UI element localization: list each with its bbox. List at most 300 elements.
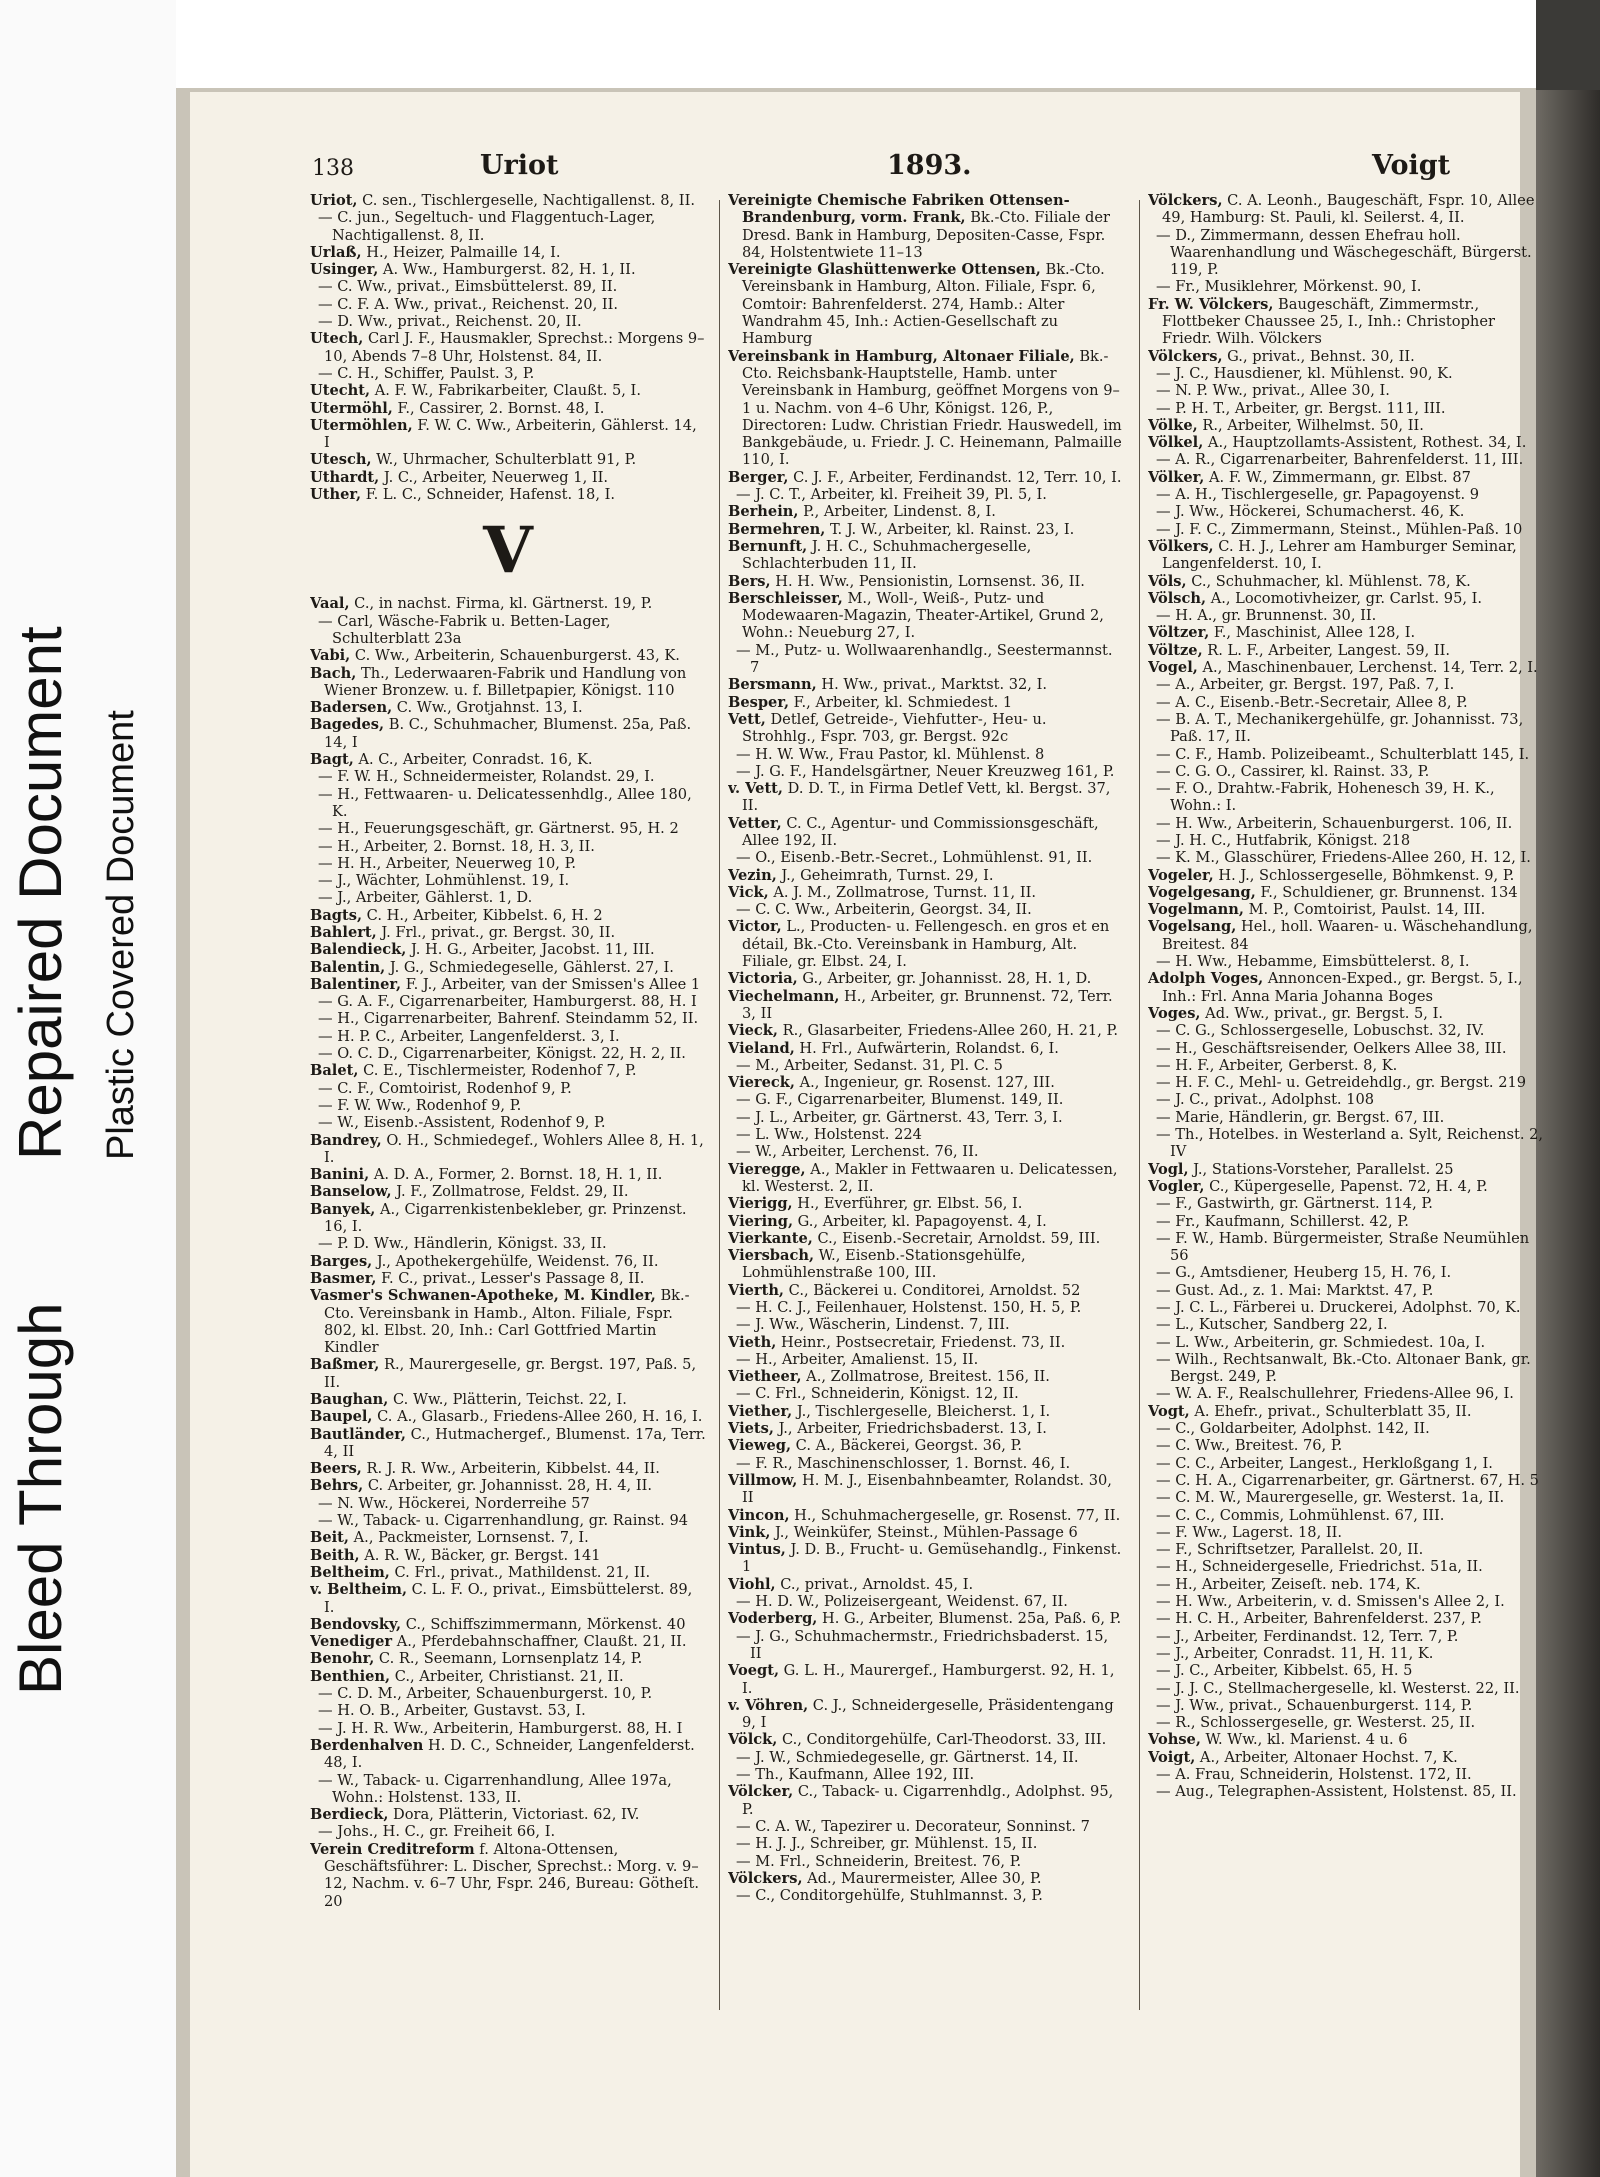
entry-details: H. Ww., privat., Marktst. 32, I. xyxy=(816,676,1047,694)
entry-details: — N. P. Ww., privat., Allee 30, I. xyxy=(1156,382,1390,400)
entry-details: G., privat., Behnst. 30, II. xyxy=(1222,347,1415,365)
directory-entry xyxy=(728,1195,1124,1212)
entry-details: — F. W. H., Schneidermeister, Rolandst. 29, I. xyxy=(318,768,655,786)
directory-entry xyxy=(728,1403,1124,1420)
directory-entry xyxy=(310,907,706,924)
entry-name: Vohse, xyxy=(1148,1731,1201,1749)
directory-entry xyxy=(310,469,706,486)
directory-entry xyxy=(1148,1576,1544,1593)
directory-entry xyxy=(728,1455,1124,1472)
directory-entry xyxy=(1148,1420,1544,1437)
entry-details: C. sen., Tischlergeselle, Nachtigallenst. 8, II. xyxy=(357,192,695,209)
entry-details: C. A., Glasarb., Friedens-Allee 260, H. 16, I. xyxy=(372,1408,703,1426)
entry-details: — H. C. J., Feilenhauer, Holstenst. 150, H. 5, P. xyxy=(736,1299,1082,1316)
directory-entry xyxy=(728,746,1124,763)
directory-entry xyxy=(1148,607,1544,624)
entry-list xyxy=(1148,192,1544,1801)
directory-entry xyxy=(728,538,1124,573)
entry-details: Bk.-Cto. Reichsbank-Hauptstelle, Hamb. unter Vereinsbank in Hamburg, geöffnet Morgens von 9–1 u. Nachm. von 4–6 Uhr, Königst. 126, P., Directoren: Ludw. Christian Friedr. Hauswedell, im Bankgebäude, u. Friedr. J. C. Heinemann, Palmaille 110, I. xyxy=(742,347,1122,469)
entry-name: Banyek, xyxy=(310,1200,376,1218)
entry-list xyxy=(728,192,1124,1904)
bleed-through-label: Bleed Through xyxy=(7,1302,74,1695)
directory-entry xyxy=(1148,1749,1544,1766)
entry-details: — H. C. H., Arbeiter, Bahrenfelderst. 237, P. xyxy=(1156,1610,1482,1628)
entry-details: — H. W. Ww., Frau Pastor, kl. Mühlenst. 8 xyxy=(736,745,1045,763)
directory-entry xyxy=(728,1783,1124,1818)
entry-details: — H. Ww., Arbeiterin, v. d. Smissen's Allee 2, I. xyxy=(1156,1593,1505,1611)
directory-entry xyxy=(728,1887,1124,1904)
entry-details: C. L. F. O., privat., Eimsbüttelerst. 89, I. xyxy=(324,1581,693,1616)
directory-entry xyxy=(1148,1334,1544,1351)
directory-entry xyxy=(728,1109,1124,1126)
header-last-entry: Voigt xyxy=(1372,150,1451,181)
entry-details: J., Weinküfer, Steinst., Mühlen-Passage 6 xyxy=(770,1523,1078,1541)
entry-name: Urlaß, xyxy=(310,243,362,261)
entry-name: Voigt, xyxy=(1148,1748,1196,1766)
entry-name: Völtze, xyxy=(1148,641,1203,659)
directory-entry xyxy=(728,711,1124,746)
directory-entry xyxy=(310,838,706,855)
entry-name: Bers, xyxy=(728,572,771,590)
directory-entry xyxy=(728,1316,1124,1333)
directory-entry xyxy=(310,1841,706,1910)
directory-entry xyxy=(310,924,706,941)
entry-details: C., in nachst. Firma, kl. Gärtnerst. 19, P. xyxy=(349,595,653,613)
directory-entry xyxy=(1148,780,1544,815)
entry-name: Völckers, xyxy=(728,1869,803,1887)
directory-entry xyxy=(1148,1351,1544,1386)
entry-details: — M., Arbeiter, Sedanst. 31, Pl. C. 5 xyxy=(736,1056,1003,1074)
directory-entry xyxy=(728,1576,1124,1593)
entry-details: C. A. Leonh., Baugeschäft, Fspr. 10, Allee 49, Hamburg: St. Pauli, kl. Seilerst. 4, II. xyxy=(1162,192,1535,227)
entry-details: — C. G. O., Cassirer, kl. Rainst. 33, P. xyxy=(1156,762,1430,780)
entry-details: A., Makler in Fettwaaren u. Delicatessen, kl. Westerst. 2, II. xyxy=(742,1160,1118,1195)
entry-name: Viether, xyxy=(728,1402,793,1420)
directory-entry xyxy=(1148,1507,1544,1524)
directory-entry xyxy=(310,1581,706,1616)
entry-details: Heinr., Postsecretair, Friedenst. 73, II. xyxy=(776,1333,1066,1351)
entry-details: A., Locomotivheizer, gr. Carlst. 95, I. xyxy=(1206,589,1483,607)
entry-details: — C. D. M., Arbeiter, Schauenburgerst. 10, P. xyxy=(318,1685,653,1703)
entry-details: C., Eisenb.-Secretair, Arnoldst. 59, III. xyxy=(812,1229,1101,1247)
book-binding-top xyxy=(1536,0,1600,90)
entry-name: Beit, xyxy=(310,1529,349,1547)
entry-name: Uthardt, xyxy=(310,468,380,486)
section-letter: V xyxy=(483,513,533,589)
repaired-document-label: Repaired Document xyxy=(7,626,74,1160)
entry-name: Beltheim, xyxy=(310,1563,390,1581)
entry-name: Völker, xyxy=(1148,468,1205,486)
directory-entry xyxy=(728,1161,1124,1196)
entry-name: Benohr, xyxy=(310,1650,375,1668)
directory-entry xyxy=(1148,746,1544,763)
entry-name: Uriot, xyxy=(310,192,358,209)
entry-details: W., Eisenb.-Stationsgehülfe, Lohmühlenstraße 100, III. xyxy=(742,1247,1026,1282)
directory-entry xyxy=(1148,1714,1544,1731)
directory-entry xyxy=(310,1080,706,1097)
entry-details: H. G., Arbeiter, Blumenst. 25a, Paß. 6, P. xyxy=(817,1610,1122,1628)
entry-name: Viohl, xyxy=(728,1575,776,1593)
entry-details: C., privat., Arnoldst. 45, I. xyxy=(775,1575,974,1593)
entry-details: — Fr., Musiklehrer, Mörkenst. 90, I. xyxy=(1156,278,1422,296)
entry-name: Vogelsang, xyxy=(1148,918,1237,936)
entry-name: Völckers, xyxy=(1148,192,1223,209)
entry-details: P., Arbeiter, Lindenst. 8, I. xyxy=(798,503,996,521)
directory-entry xyxy=(728,1507,1124,1524)
entry-details: — K. M., Glasschürer, Friedens-Allee 260, H. 12, I. xyxy=(1156,849,1531,867)
entry-name: Vick, xyxy=(728,883,769,901)
entry-name: Vietheer, xyxy=(728,1368,802,1386)
entry-details: — J. W., Schmiedegeselle, gr. Gärtnerst. 14, II. xyxy=(736,1748,1079,1766)
entry-details: C. Frl., privat., Mathildenst. 21, II. xyxy=(389,1563,651,1581)
directory-entry xyxy=(1148,1593,1544,1610)
entry-name: Bersmann, xyxy=(728,676,817,694)
entry-details: H. Frl., Aufwärterin, Rolandst. 6, I. xyxy=(794,1039,1059,1057)
entry-details: — P. D. Ww., Händlerin, Königst. 33, II. xyxy=(318,1235,607,1253)
entry-name: Vogelmann, xyxy=(1148,901,1244,919)
entry-details: J., Apothekergehülfe, Weidenst. 76, II. xyxy=(372,1252,659,1270)
entry-details: — H. J. J., Schreiber, gr. Mühlenst. 15, II. xyxy=(736,1835,1038,1853)
entry-details: J. G., Schmiedegeselle, Gählerst. 27, I. xyxy=(385,958,674,976)
entry-details: C. Ww., Grotjahnst. 13, I. xyxy=(392,699,583,717)
entry-name: Berhein, xyxy=(728,503,799,521)
directory-entry xyxy=(310,647,706,664)
entry-name: Vogler, xyxy=(1148,1177,1205,1195)
directory-entry xyxy=(310,1685,706,1702)
entry-details: H. J., Schlossergeselle, Böhmkenst. 9, P. xyxy=(1213,866,1515,884)
entry-list-u xyxy=(310,192,706,503)
directory-entry xyxy=(728,192,1124,261)
entry-details: C. Ww., Arbeiterin, Schauenburgerst. 43, K. xyxy=(350,647,680,665)
directory-entry xyxy=(728,849,1124,866)
directory-entry xyxy=(728,573,1124,590)
directory-entry xyxy=(728,1610,1124,1627)
entry-details: F. J., Arbeiter, van der Smissen's Allee 1 xyxy=(401,975,701,993)
directory-entry xyxy=(310,959,706,976)
directory-entry xyxy=(310,417,706,452)
directory-entry xyxy=(310,1235,706,1252)
entry-details: Th., Lederwaaren-Fabrik und Handlung von Wiener Bronzew. u. f. Billetpapier, Königst. 110 xyxy=(324,664,687,699)
column-divider xyxy=(719,200,720,2010)
entry-details: — C. H., Schiffer, Paulst. 3, P. xyxy=(318,364,535,382)
entry-details: A. D. A., Former, 2. Bornst. 18, H. 1, II. xyxy=(369,1166,663,1184)
entry-name: Villmow, xyxy=(728,1471,798,1489)
directory-entry xyxy=(728,1662,1124,1697)
directory-entry xyxy=(310,993,706,1010)
entry-details: — C. jun., Segeltuch- und Flaggentuch-Lager, Nachtigallenst. 8, II. xyxy=(318,209,656,244)
entry-name: Venediger xyxy=(310,1633,393,1651)
directory-entry xyxy=(1148,901,1544,918)
entry-details: B. C., Schuhmacher, Blumenst. 25a, Paß. 14, I xyxy=(324,716,692,751)
directory-entry xyxy=(1148,1385,1544,1402)
directory-entry xyxy=(728,469,1124,486)
entry-details: M., Woll-, Weiß-, Putz- und Modewaaren-Magazin, Theater-Artikel, Grund 2, Wohn.: Neueburg 27, I. xyxy=(742,589,1104,642)
entry-details: — J., Arbeiter, Conradst. 11, H. 11, K. xyxy=(1156,1644,1434,1662)
entry-name: Völckers, xyxy=(1148,347,1223,365)
entry-details: — H., Schneidergeselle, Friedrichst. 51a, II. xyxy=(1156,1558,1483,1576)
header-first-entry: Uriot xyxy=(480,150,559,181)
entry-details: — A. R., Cigarrenarbeiter, Bahrenfelderst. 11, III. xyxy=(1156,451,1524,469)
entry-details: C. H., Arbeiter, Kibbelst. 6, H. 2 xyxy=(362,906,603,924)
entry-details: A. Ehefr., privat., Schulterblatt 35, II. xyxy=(1189,1402,1472,1420)
directory-entry xyxy=(310,1477,706,1494)
entry-details: — A. Frau, Schneiderin, Holstenst. 172, II. xyxy=(1156,1766,1472,1784)
entry-name: Beers, xyxy=(310,1460,362,1478)
directory-entry xyxy=(310,976,706,993)
entry-details: — H. H., Arbeiter, Neuerweg 10, P. xyxy=(318,854,577,872)
directory-entry xyxy=(310,209,706,244)
entry-details: R., Arbeiter, Wilhelmst. 50, II. xyxy=(1197,416,1424,434)
directory-entry xyxy=(1148,365,1544,382)
entry-details: F., Schuldiener, gr. Brunnenst. 134 xyxy=(1255,883,1518,901)
directory-entry xyxy=(728,1749,1124,1766)
directory-entry xyxy=(728,780,1124,815)
entry-details: — P. H. T., Arbeiter, gr. Bergst. 111, III. xyxy=(1156,399,1446,417)
entry-details: Bk.-Cto. Filiale der Dresd. Bank in Hamburg, Depositen-Casse, Fspr. 84, Holstentwiete 11–13 xyxy=(742,209,1110,261)
entry-details: — A. C., Eisenb.-Betr.-Secretair, Allee 8, P. xyxy=(1156,693,1468,711)
directory-entry xyxy=(1148,832,1544,849)
column-divider xyxy=(1139,200,1140,2010)
entry-details: — H. Ww., Arbeiterin, Schauenburgerst. 106, II. xyxy=(1156,814,1513,832)
entry-details: Carl J. F., Hausmakler, Sprechst.: Morgens 9–10, Abends 7–8 Uhr, Holstenst. 84, II. xyxy=(324,330,705,365)
entry-name: Voderberg, xyxy=(728,1610,818,1628)
entry-details: — L. Ww., Holstenst. 224 xyxy=(736,1126,922,1144)
directory-entry xyxy=(310,1650,706,1667)
entry-details: H., Heizer, Palmaille 14, I. xyxy=(361,243,561,261)
entry-name: Berdenhalven xyxy=(310,1736,424,1754)
entry-details: Bk.-Cto. Vereinsbank in Hamburg, Alton. Filiale, Fspr. 6, Comtoir: Bahrenfelderst. 274, Hamb.: Alter Wandrahm 45, Inh.: Actien-Gesellschaft zu Hamburg xyxy=(742,261,1105,348)
entry-details: Annoncen-Exped., gr. Bergst. 5, I., Inh.: Frl. Anna Maria Johanna Boges xyxy=(1162,970,1523,1005)
entry-details: — W., Taback- u. Cigarrenhandlung, gr. Rainst. 94 xyxy=(318,1512,689,1530)
entry-name: Utermöhl, xyxy=(310,399,393,417)
entry-name: Bahlert, xyxy=(310,923,377,941)
directory-entry xyxy=(310,486,706,503)
plastic-covered-label: Plastic Covered Document xyxy=(100,710,142,1160)
directory-entry xyxy=(310,786,706,821)
entry-name: Banini, xyxy=(310,1166,370,1184)
entry-name: Berschleisser, xyxy=(728,589,843,607)
entry-details: R. L. F., Arbeiter, Langest. 59, II. xyxy=(1202,641,1451,659)
entry-details: — J. J. C., Stellmachergeselle, kl. Westerst. 22, II. xyxy=(1156,1679,1520,1697)
entry-details: C., Hutmachergef., Blumenst. 17a, Terr. 4, II xyxy=(324,1425,706,1460)
directory-entry xyxy=(310,716,706,751)
directory-entry xyxy=(1148,400,1544,417)
directory-entry xyxy=(1148,1040,1544,1057)
entry-details: A. F. W., Fabrikarbeiter, Claußt. 5, I. xyxy=(370,382,641,400)
entry-name: Bach, xyxy=(310,664,357,682)
entry-name: Viering, xyxy=(728,1212,794,1230)
entry-details: — C. F., Hamb. Polizeibeamt., Schulterblatt 145, I. xyxy=(1156,745,1530,763)
directory-entry xyxy=(728,1351,1124,1368)
entry-name: Völke, xyxy=(1148,416,1198,434)
entry-name: Bermehren, xyxy=(728,520,826,538)
entry-list-v xyxy=(310,595,706,1910)
entry-details: C. Arbeiter, gr. Johannisst. 28, H. 4, II. xyxy=(363,1477,652,1495)
entry-name: Vabi, xyxy=(310,647,351,665)
entry-details: C. Ww., Plätterin, Teichst. 22, I. xyxy=(388,1391,627,1408)
entry-details: — C., Goldarbeiter, Adolphst. 142, II. xyxy=(1156,1420,1430,1438)
directory-entry xyxy=(728,1628,1124,1663)
directory-entry xyxy=(1148,849,1544,866)
directory-entry xyxy=(310,1737,706,1772)
entry-details: — C. G., Schlossergeselle, Lobuschst. 32, IV. xyxy=(1156,1022,1485,1040)
directory-entry xyxy=(310,613,706,648)
entry-details: T. J. W., Arbeiter, kl. Rainst. 23, I. xyxy=(825,520,1075,538)
entry-name: Baupel, xyxy=(310,1408,373,1426)
entry-details: — Johs., H. C., gr. Freiheit 66, I. xyxy=(318,1823,556,1841)
directory-entry xyxy=(310,768,706,785)
directory-entry xyxy=(310,1045,706,1062)
entry-details: J., Arbeiter, Friedrichsbaderst. 13, I. xyxy=(773,1420,1047,1438)
entry-details: — C. Ww., privat., Eimsbüttelerst. 89, II. xyxy=(318,278,618,296)
directory-entry xyxy=(728,763,1124,780)
directory-entry xyxy=(1148,1697,1544,1714)
entry-details: — M., Putz- u. Wollwaarenhandlg., Seestermannst. 7 xyxy=(736,641,1113,677)
directory-entry xyxy=(1148,590,1544,607)
entry-details: — H., Arbeiter, 2. Bornst. 18, H. 3, II. xyxy=(318,837,595,855)
directory-entry xyxy=(310,1183,706,1200)
entry-details: — M. Frl., Schneiderin, Breitest. 76, P. xyxy=(736,1852,1022,1870)
entry-details: C. H. J., Lehrer am Hamburger Seminar, Langenfelderst. 10, I. xyxy=(1162,537,1517,573)
entry-name: Berger, xyxy=(728,468,789,486)
directory-entry xyxy=(310,1097,706,1114)
directory-entry xyxy=(1148,867,1544,884)
entry-details: F., Cassirer, 2. Bornst. 48, I. xyxy=(392,399,605,417)
directory-entry xyxy=(310,1547,706,1564)
directory-entry xyxy=(310,595,706,612)
directory-entry xyxy=(1148,642,1544,659)
directory-entry xyxy=(728,918,1124,970)
directory-entry xyxy=(310,296,706,313)
entry-details: C. J. F., Arbeiter, Ferdinandst. 12, Terr. 10, I. xyxy=(788,468,1122,486)
directory-entry xyxy=(310,1529,706,1546)
entry-details: — L., Kutscher, Sandberg 22, I. xyxy=(1156,1316,1388,1334)
entry-name: Vogl, xyxy=(1148,1160,1189,1178)
directory-entry xyxy=(728,901,1124,918)
entry-details: — C. H. A., Cigarrenarbeiter, gr. Gärtnerst. 67, H. 5 xyxy=(1156,1471,1539,1489)
entry-name: Benthien, xyxy=(310,1667,391,1685)
entry-details: A., Arbeiter, Altonaer Hochst. 7, K. xyxy=(1195,1748,1458,1766)
directory-entry xyxy=(1148,1455,1544,1472)
entry-details: — G. F., Cigarrenarbeiter, Blumenst. 149, II. xyxy=(736,1091,1064,1109)
entry-details: C., Bäckerei u. Conditorei, Arnoldst. 52 xyxy=(784,1281,1081,1299)
directory-entry xyxy=(1148,970,1544,1005)
directory-entry xyxy=(1148,1161,1544,1178)
entry-name: v. Vett, xyxy=(728,780,784,798)
entry-details: — J. H. R. Ww., Arbeiterin, Hamburgerst. 88, H. I xyxy=(318,1719,683,1737)
directory-entry xyxy=(1148,1783,1544,1800)
directory-entry xyxy=(728,348,1124,469)
entry-name: Victor, xyxy=(728,918,782,936)
entry-name: Vieck, xyxy=(728,1022,778,1040)
directory-entry xyxy=(310,1114,706,1131)
directory-entry xyxy=(310,941,706,958)
directory-entry xyxy=(728,1368,1124,1385)
entry-name: Usinger, xyxy=(310,261,379,279)
directory-entry xyxy=(1148,884,1544,901)
directory-entry xyxy=(1148,469,1544,486)
directory-entry xyxy=(310,278,706,295)
entry-details: — C. A. W., Tapezirer u. Decorateur, Sonninst. 7 xyxy=(736,1817,1090,1835)
directory-entry xyxy=(728,1437,1124,1454)
entry-details: Ad., Maurermeister, Allee 30, P. xyxy=(802,1869,1042,1887)
directory-entry xyxy=(728,1247,1124,1282)
directory-entry xyxy=(310,313,706,330)
entry-details: — D., Zimmermann, dessen Ehefrau holl. Waarenhandlung und Wäschegeschäft, Bürgerst. 119, P. xyxy=(1156,226,1532,279)
entry-details: A., Packmeister, Lornsenst. 7, I. xyxy=(349,1529,589,1547)
directory-entry xyxy=(1148,1299,1544,1316)
entry-name: Badersen, xyxy=(310,699,393,717)
entry-details: — D. Ww., privat., Reichenst. 20, II. xyxy=(318,313,582,331)
entry-details: — F. R., Maschinenschlosser, 1. Bornst. 46, I. xyxy=(736,1454,1071,1472)
directory-entry xyxy=(728,867,1124,884)
entry-details: R. J. R. Ww., Arbeiterin, Kibbelst. 44, II. xyxy=(361,1460,660,1478)
entry-name: Vink, xyxy=(728,1523,771,1541)
entry-name: Vereinigte Chemische Fabriken Ottensen-Brandenburg, vorm. Frank, xyxy=(728,192,1070,227)
entry-name: Vereinsbank in Hamburg, Altonaer Filiale, xyxy=(728,347,1075,365)
directory-entry xyxy=(1148,1109,1544,1126)
directory-entry xyxy=(1148,1472,1544,1489)
entry-name: Völtzer, xyxy=(1148,624,1210,642)
directory-entry xyxy=(728,1074,1124,1091)
directory-entry xyxy=(728,1385,1124,1402)
entry-details: — C. C., Arbeiter, Langest., Herkloßgang 1, I. xyxy=(1156,1454,1493,1472)
entry-name: Bendovsky, xyxy=(310,1615,402,1633)
directory-entry xyxy=(728,1524,1124,1541)
directory-entry xyxy=(728,694,1124,711)
entry-details: — J. Ww., Wäscherin, Lindenst. 7, III. xyxy=(736,1316,1010,1334)
entry-details: — J. G., Schuhmachermstr., Friedrichsbaderst. 15, II xyxy=(736,1627,1109,1662)
entry-details: C. E., Tischlermeister, Rodenhof 7, P. xyxy=(358,1062,637,1080)
entry-details: A. R. W., Bäcker, gr. Bergst. 141 xyxy=(359,1546,601,1564)
entry-details: A. F. W., Zimmermann, gr. Elbst. 87 xyxy=(1204,468,1471,486)
entry-details: H. H. Ww., Pensionistin, Lornsenst. 36, II. xyxy=(770,572,1085,590)
directory-entry xyxy=(1148,1645,1544,1662)
directory-entry xyxy=(1148,1195,1544,1212)
directory-entry xyxy=(1148,918,1544,953)
entry-details: — F. W., Hamb. Bürgermeister, Straße Neumühlen 56 xyxy=(1156,1229,1530,1265)
entry-details: C. R., Seemann, Lornsenplatz 14, P. xyxy=(374,1650,643,1668)
directory-entry xyxy=(728,1870,1124,1887)
entry-details: — L. Ww., Arbeiterin, gr. Schmiedest. 10a, I. xyxy=(1156,1333,1486,1351)
directory-entry xyxy=(1148,1680,1544,1697)
entry-name: Vogelgesang, xyxy=(1148,883,1256,901)
entry-details: W. Ww., kl. Marienst. 4 u. 6 xyxy=(1200,1731,1408,1749)
entry-name: Vieregge, xyxy=(728,1160,806,1178)
entry-name: Vereinigte Glashüttenwerke Ottensen, xyxy=(728,261,1041,279)
directory-entry xyxy=(728,1766,1124,1783)
entry-name: Vincon, xyxy=(728,1506,790,1524)
directory-entry xyxy=(728,261,1124,347)
directory-entry xyxy=(1148,1558,1544,1575)
entry-details: J. Frl., privat., gr. Bergst. 30, II. xyxy=(376,923,616,941)
entry-details: H., Arbeiter, gr. Brunnenst. 72, Terr. 3, II xyxy=(742,987,1113,1022)
entry-details: — C. C., Commis, Lohmühlenst. 67, III. xyxy=(1156,1506,1445,1524)
directory-entry xyxy=(728,503,1124,520)
entry-name: Besper, xyxy=(728,693,790,711)
directory-entry xyxy=(728,970,1124,987)
directory-entry xyxy=(728,1230,1124,1247)
directory-entry xyxy=(1148,1403,1544,1420)
entry-name: Vogt, xyxy=(1148,1402,1190,1420)
entry-name: Voegt, xyxy=(728,1662,780,1680)
entry-details: J., Geheimrath, Turnst. 29, I. xyxy=(776,866,994,884)
directory-entry xyxy=(1148,486,1544,503)
entry-details: — J. L., Arbeiter, gr. Gärtnerst. 43, Terr. 3, I. xyxy=(736,1108,1063,1126)
entry-name: Völkel, xyxy=(1148,434,1204,452)
directory-entry xyxy=(310,820,706,837)
directory-entry xyxy=(1148,659,1544,676)
